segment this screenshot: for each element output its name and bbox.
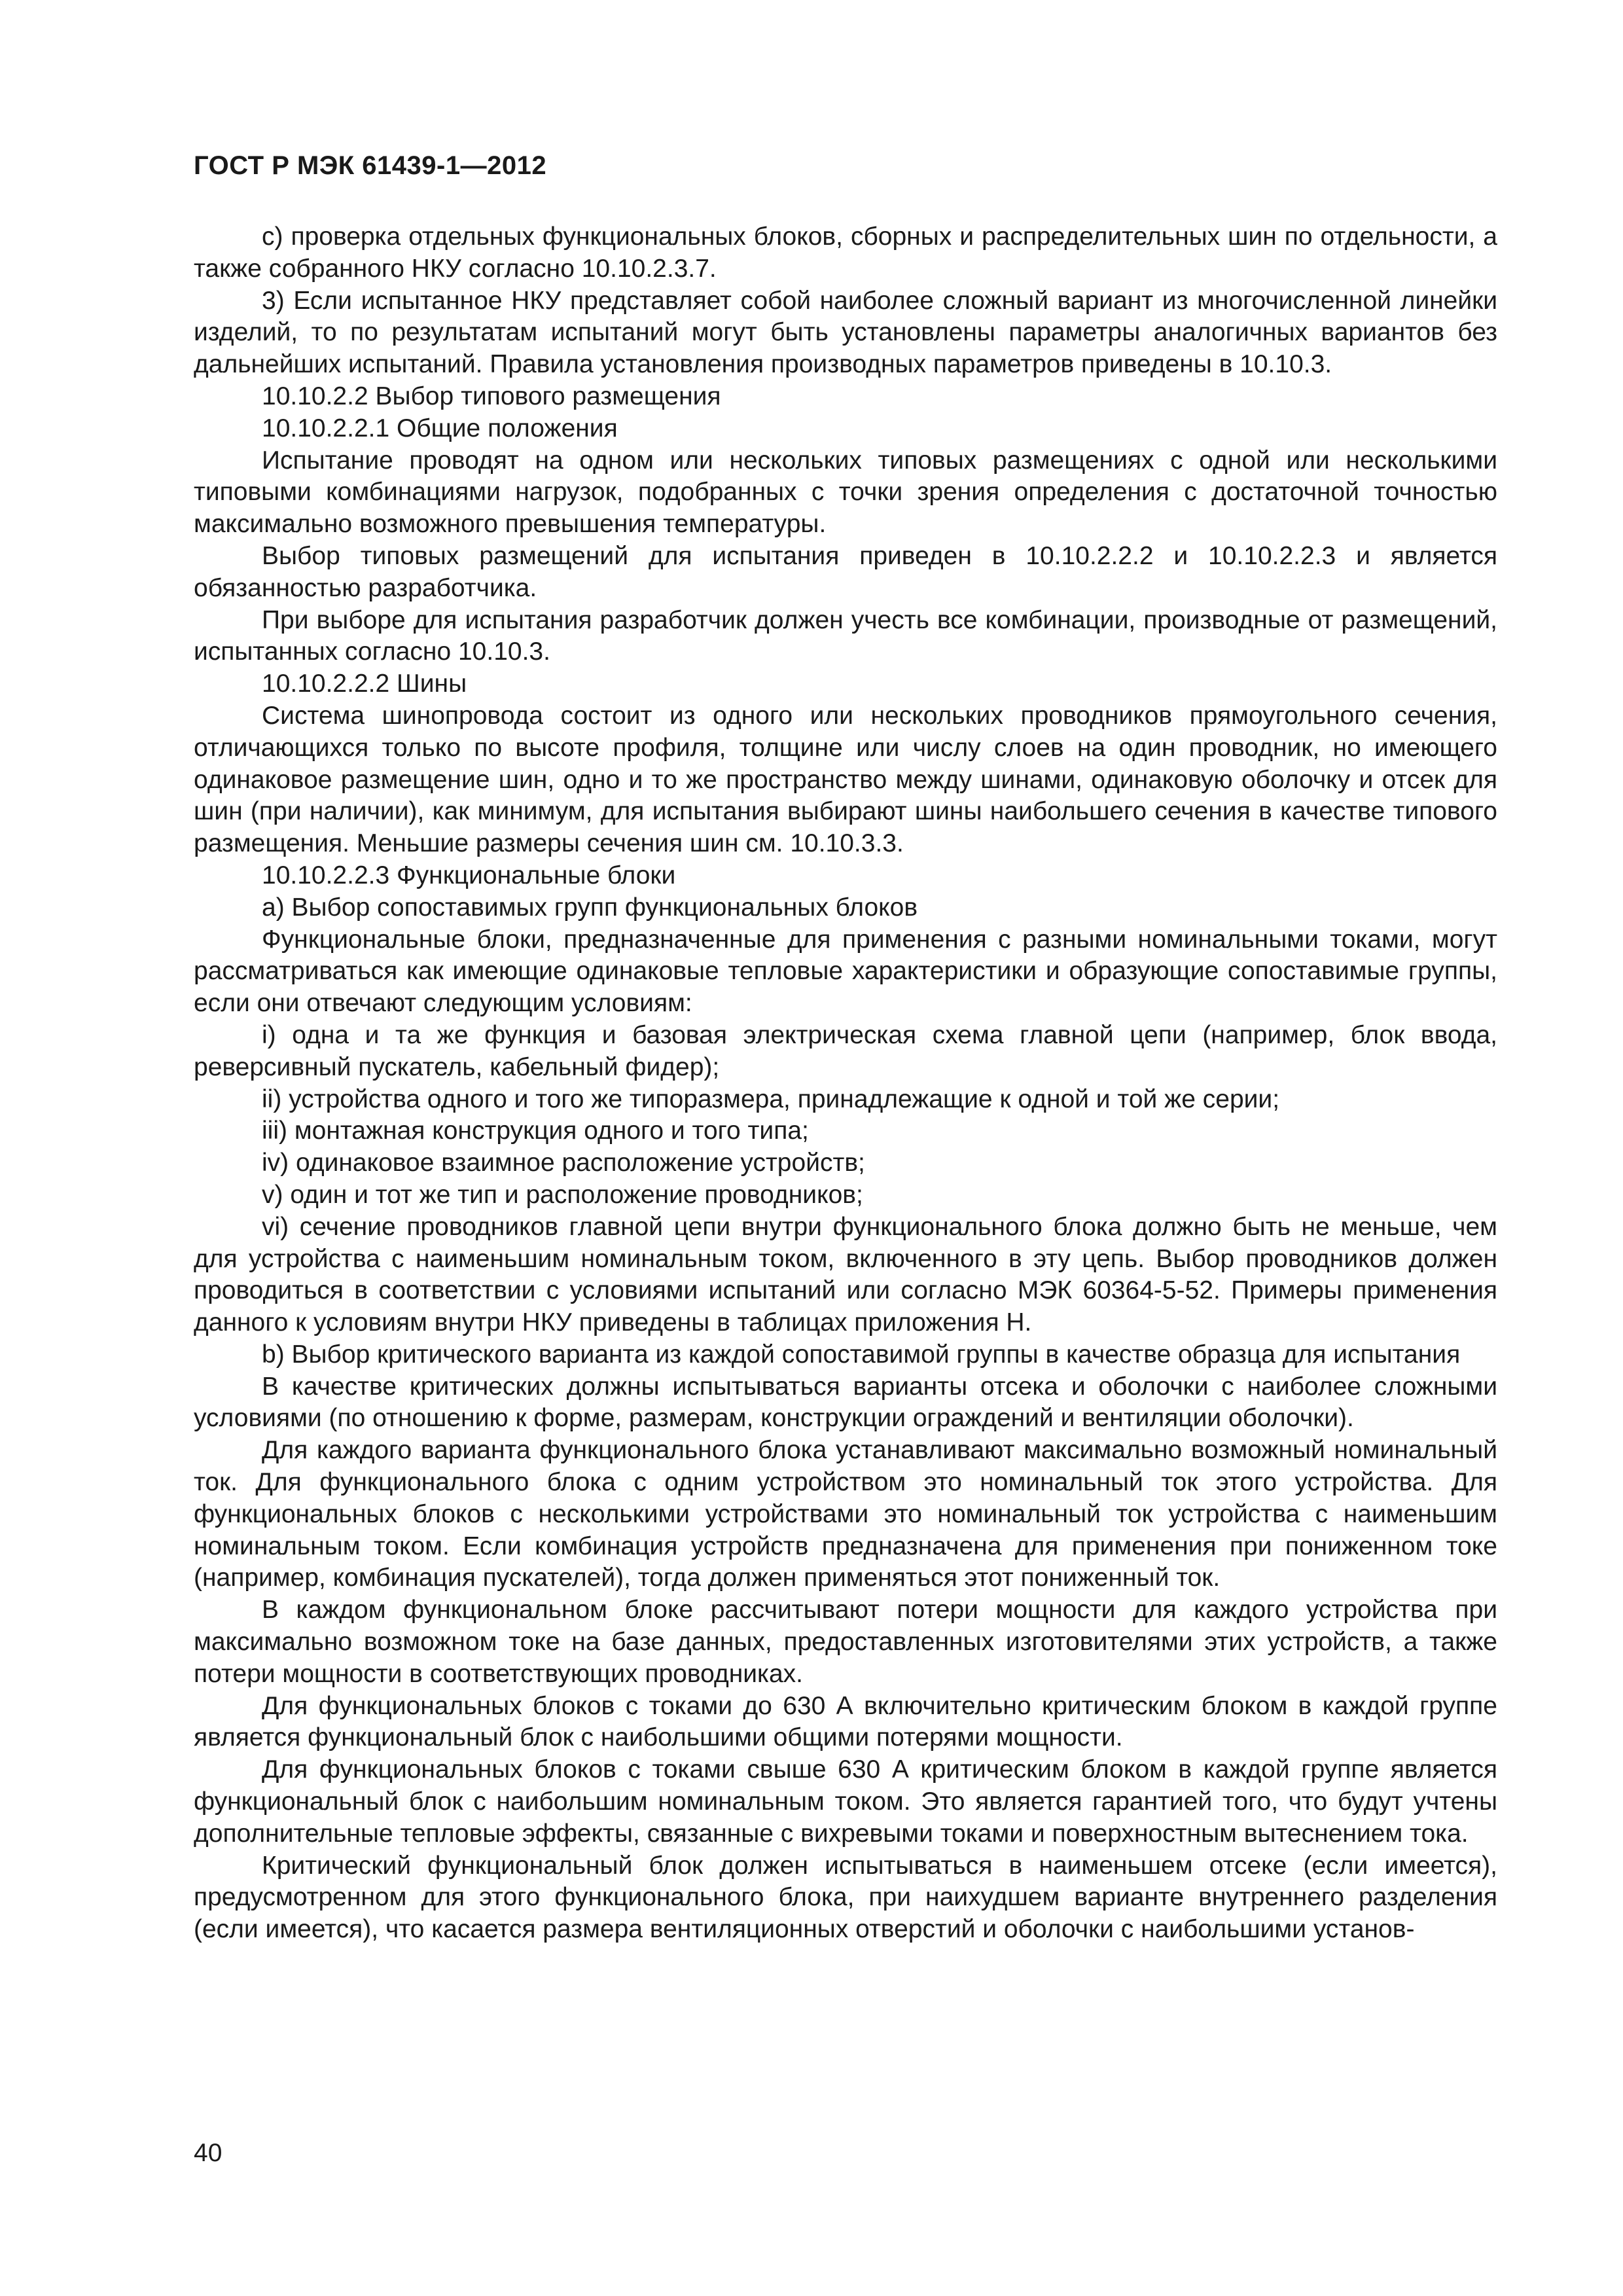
list-item: v) один и тот же тип и расположение проводников; <box>262 1180 863 1209</box>
list-item: ii) устройства одного и того же типоразмера, принадлежащие к одной и той же серии; <box>262 1085 1280 1113</box>
list-item: iii) монтажная конструкция одного и того типа; <box>262 1117 809 1145</box>
paragraph: Функциональные блоки, предназначенные для применения с разными номинальными токами, могут рассматриваться как имеющие одинаковые тепловые характеристики и образующие сопоставимые группы, если они отвечают следующим условиям: <box>194 925 1497 1018</box>
page-number: 40 <box>194 2139 223 2167</box>
list-item: b) Выбор критического варианта из каждой сопоставимой группы в качестве образца для испытания <box>262 1340 1461 1369</box>
paragraph: В качестве критических должны испытываться варианты отсека и оболочки с наиболее сложными условиями (по отношению к форме, размерам, конструкции ограждений и вентиляции оболочки). <box>194 1372 1497 1433</box>
list-item: a) Выбор сопоставимых групп функциональных блоков <box>262 893 918 922</box>
paragraph: Для функциональных блоков с токами свыше 630 А критическим блоком в каждой группе является функциональный блок с наибольшим номинальным током. Это является гарантией того, что будут учтены дополнительные тепловые эффекты, связанные с вихревыми токами и поверхностным вытеснением тока. <box>194 1755 1497 1848</box>
paragraph: c) проверка отдельных функциональных блоков, сборных и распределительных шин по отдельности, а также собранного НКУ согласно 10.10.2.3.7. <box>194 223 1497 283</box>
paragraph: Для каждого варианта функционального блока устанавливают максимально возможный номинальный ток. Для функционального блока с одним устройством это номинальный ток этого устройства. Для функциональных блоков с несколькими устройствами это номинальный ток устройства с наименьшим номинальным током. Если комбинация устройств предназначена для применения при пониженном токе (например, комбинация пускателей), тогда должен применяться этот пониженный ток. <box>194 1436 1497 1592</box>
document-header: ГОСТ Р МЭК 61439-1—2012 <box>194 151 547 180</box>
paragraph: В каждом функциональном блоке рассчитывают потери мощности для каждого устройства при максимально возможном токе на базе данных, предоставленных изготовителями этих устройств, а также потери мощности в соответствующих проводниках. <box>194 1596 1497 1688</box>
paragraph: Для функциональных блоков с токами до 630 А включительно критическим блоком в каждой группе является функциональный блок с наибольшими общими потерями мощности. <box>194 1691 1497 1752</box>
paragraph: Испытание проводят на одном или нескольких типовых размещениях с одной или несколькими типовыми комбинациями нагрузок, подобранных с точки зрения определения с достаточной точностью максимально возможного превышения температуры. <box>194 446 1497 539</box>
document-body <box>194 221 1497 1946</box>
paragraph: Система шинопровода состоит из одного или нескольких проводников прямоугольного сечения, отличающихся только по высоте профиля, толщине или числу слоев на один проводник, но имеющего одинаковое размещение шин, одно и то же пространство между шинами, одинаковую оболочку и отсек для шин (при наличии), как минимум, для испытания выбирают шины наибольшего сечения в качестве типового размещения. Меньшие размеры сечения шин см. 10.10.3.3. <box>194 701 1497 858</box>
section-heading: 10.10.2.2.3 Функциональные блоки <box>262 861 676 889</box>
list-item: i) одна и та же функция и базовая электрическая схема главной цепи (например, блок ввода, реверсивный пускатель, кабельный фидер); <box>194 1020 1497 1081</box>
section-heading: 10.10.2.2 Выбор типового размещения <box>262 382 721 410</box>
paragraph: При выборе для испытания разработчик должен учесть все комбинации, производные от размещений, испытанных согласно 10.10.3. <box>194 605 1497 666</box>
section-heading: 10.10.2.2.1 Общие положения <box>262 414 618 442</box>
list-item: vi) сечение проводников главной цепи внутри функционального блока должно быть не меньше, чем для устройства с наименьшим номинальным током, включенного в эту цепь. Выбор проводников должен проводиться в соответствии с условиями испытаний или согласно МЭК 60364-5-52. Примеры применения данного к условиям внутри НКУ приведены в таблицах приложения Н. <box>194 1212 1497 1337</box>
list-item: iv) одинаковое взаимное расположение устройств; <box>262 1149 865 1177</box>
paragraph: Критический функциональный блок должен испытываться в наименьшем отсеке (если имеется), предусмотренном для этого функционального блока, при наихудшем варианте внутреннего разделения (если имеется), что касается размера вентиляционных отверстий и оболочки с наибольшими установ- <box>194 1851 1497 1944</box>
paragraph: 3) Если испытанное НКУ представляет собой наиболее сложный вариант из многочисленной линейки изделий, то по результатам испытаний могут быть установлены параметры аналогичных вариантов без дальнейших испытаний. Правила установления производных параметров приведены в 10.10.3. <box>194 286 1497 379</box>
paragraph: Выбор типовых размещений для испытания приведен в 10.10.2.2.2 и 10.10.2.2.3 и является обязанностью разработчика. <box>194 541 1497 602</box>
section-heading: 10.10.2.2.2 Шины <box>262 670 467 698</box>
